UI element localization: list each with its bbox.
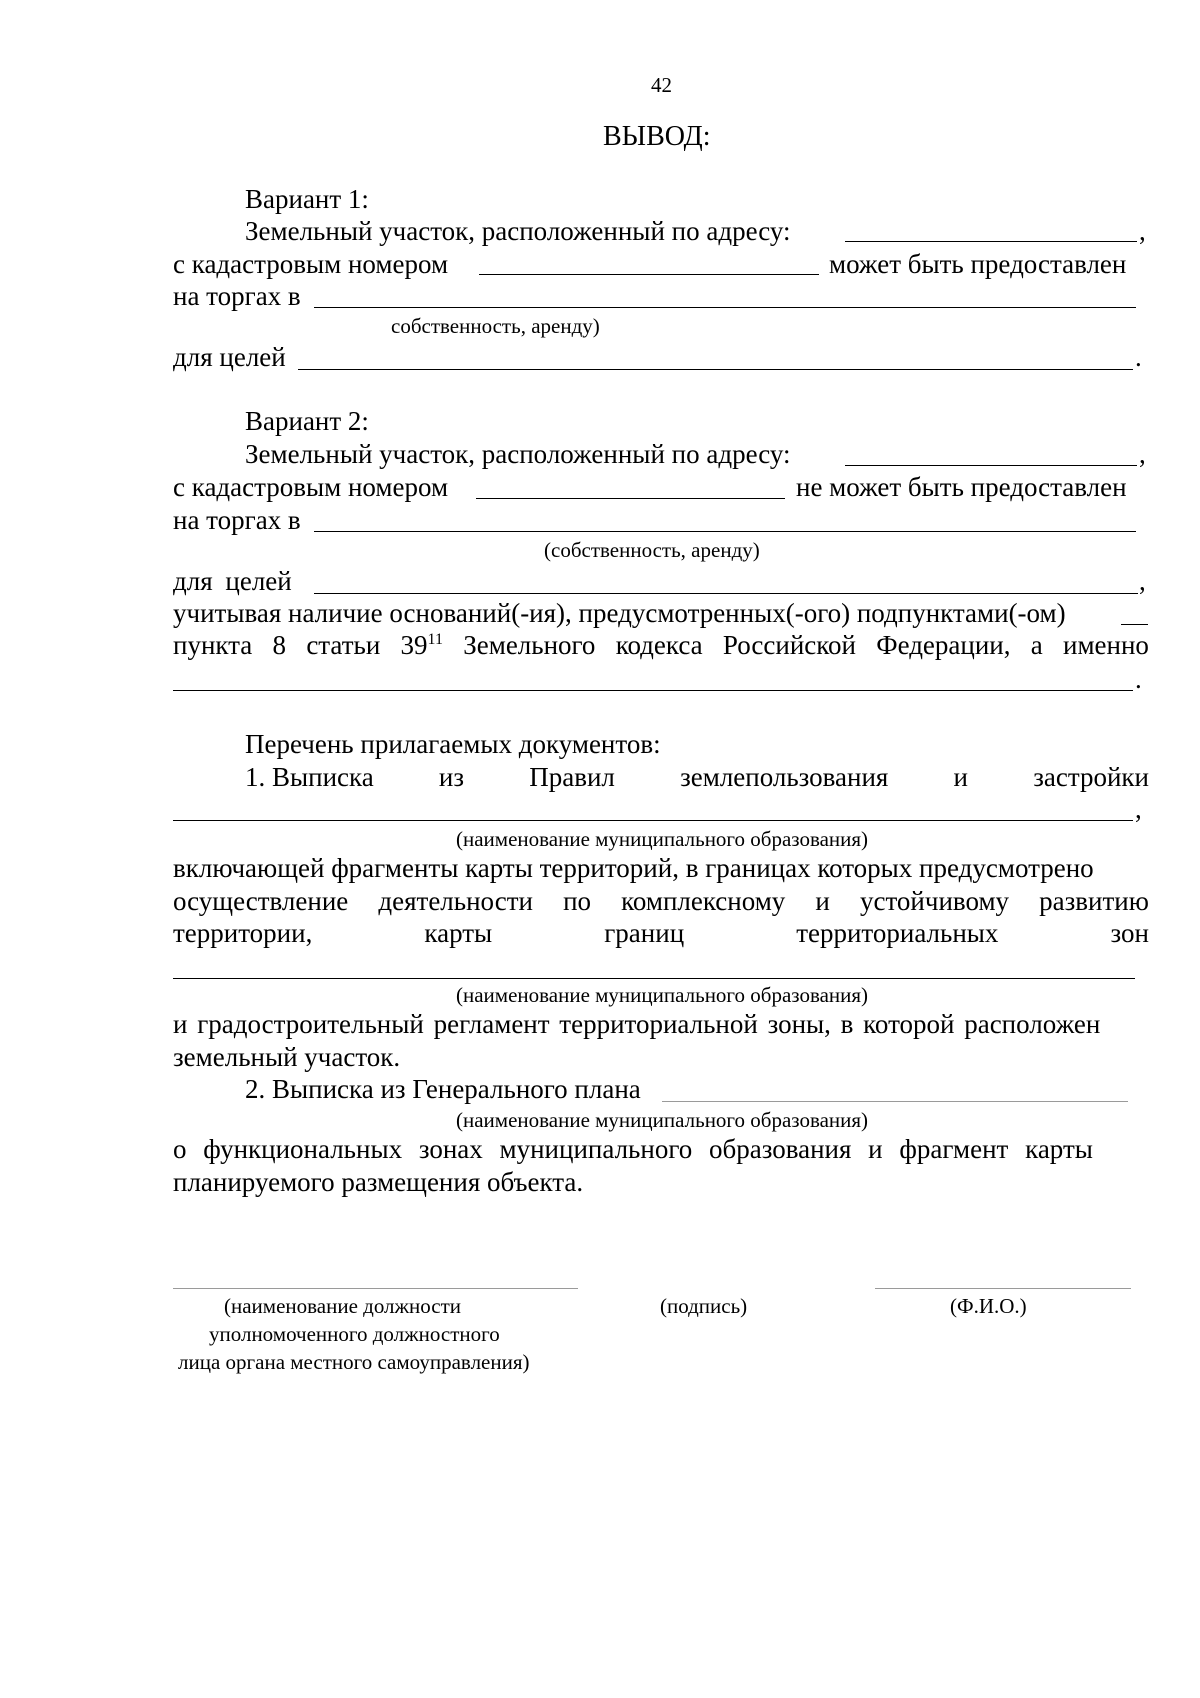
attachment1-line1 — [245, 762, 1149, 792]
attachments-heading: Перечень прилагаемых документов: — [245, 729, 661, 759]
word: а — [1030, 630, 1043, 660]
position-caption-line3: лица органа местного самоуправления) — [178, 1350, 530, 1374]
variant1-auction-field[interactable] — [314, 307, 1136, 308]
variant1-purpose-field[interactable] — [298, 369, 1133, 370]
word: кодекса — [615, 630, 703, 660]
article-number: $39^{11}$ — [400, 630, 443, 660]
variant1-may-text: может быть предоставлен — [829, 249, 1127, 279]
word: комплексному — [621, 886, 786, 916]
word: Федерации, — [876, 630, 1011, 660]
position-caption-line1: (наименование должности — [224, 1294, 462, 1318]
variant2-clause-line — [173, 630, 1149, 660]
variant2-period: . — [1135, 664, 1142, 694]
word: Земельного — [463, 630, 596, 660]
municipality-caption-2: (наименование муниципального образования) — [456, 983, 869, 1007]
attachment1-line3 — [173, 886, 1149, 916]
variant1-heading: Вариант 1: — [245, 184, 369, 214]
variant2-cadastral-label: с кадастровым номером — [173, 472, 449, 502]
variant2-purpose-label: для целей — [173, 566, 292, 596]
word: границ — [604, 918, 685, 948]
variant1-address-field[interactable] — [845, 241, 1137, 242]
name-caption: (Ф.И.О.) — [950, 1294, 1027, 1318]
word: именно — [1063, 630, 1149, 660]
word: деятельности — [378, 886, 533, 916]
attachment1-line4 — [173, 918, 1149, 948]
word: зон — [1110, 918, 1149, 948]
variant1-comma: , — [1139, 216, 1146, 246]
position-signature-line[interactable] — [173, 1288, 578, 1289]
word: из — [438, 762, 465, 792]
variant1-purpose-label: для целей — [173, 342, 286, 372]
word: 8 — [272, 630, 287, 660]
municipality-caption-3: (наименование муниципального образования) — [456, 1108, 869, 1132]
word: 1. Выписка — [245, 762, 374, 792]
variant2-reason-field[interactable] — [173, 690, 1133, 691]
position-caption-line2: уполномоченного должностного — [209, 1322, 500, 1346]
variant2-heading: Вариант 2: — [245, 406, 369, 436]
word: карты — [424, 918, 493, 948]
variant1-cadastral-field[interactable] — [479, 274, 819, 275]
page-title: ВЫВОД: — [603, 121, 711, 152]
attachment2-municipality-field[interactable] — [662, 1101, 1128, 1102]
variant2-auction-field[interactable] — [314, 531, 1136, 532]
attachment2-line3: планируемого размещения объекта. — [173, 1167, 584, 1197]
variant2-comma2: , — [1139, 566, 1146, 596]
attachment1-line5: и градостроительный регламент территориальной зоны, в которой расположен — [173, 1009, 1101, 1039]
word: территории, — [173, 918, 313, 948]
attachment1-comma: , — [1135, 794, 1142, 824]
variant2-purpose-field[interactable] — [314, 593, 1138, 594]
variant2-cadastral-field[interactable] — [476, 498, 785, 499]
variant2-comma: , — [1139, 439, 1146, 469]
variant2-auction-caption: (собственность, аренду) — [544, 538, 760, 562]
variant2-address-label: Земельный участок, расположенный по адресу: — [245, 439, 791, 469]
variant2-address-field[interactable] — [845, 465, 1137, 466]
variant1-cadastral-label: с кадастровым номером — [173, 249, 449, 279]
word: развитию — [1039, 886, 1149, 916]
word: землепользования — [680, 762, 889, 792]
variant1-auction-label: на торгах в — [173, 281, 301, 311]
word: пункта — [173, 630, 253, 660]
word: статьи — [306, 630, 381, 660]
attachment2-line2: о функциональных зонах муниципального образования и фрагмент карты — [173, 1134, 1093, 1164]
variant2-subclause-field[interactable] — [1121, 624, 1148, 625]
attachment1-line6: земельный участок. — [173, 1042, 401, 1072]
name-signature-line[interactable] — [875, 1288, 1131, 1289]
variant2-may-not-text: не может быть предоставлен — [796, 472, 1127, 502]
signature-caption: (подпись) — [660, 1294, 748, 1318]
variant2-auction-label: на торгах в — [173, 505, 301, 535]
variant2-grounds-line: учитывая наличие оснований(-ия), предусмотренных(-ого) подпунктами(-ом) — [173, 598, 1066, 628]
word: и — [815, 886, 830, 916]
attachment1-line2: включающей фрагменты карты территорий, в границах которых предусмотрено — [173, 853, 1094, 883]
municipality-caption-1: (наименование муниципального образования) — [456, 827, 869, 851]
word: устойчивому — [859, 886, 1010, 916]
word: застройки — [1033, 762, 1149, 792]
word: территориальных — [796, 918, 999, 948]
variant1-auction-caption: собственность, аренду) — [391, 314, 600, 338]
variant1-period: . — [1135, 342, 1142, 372]
word: осуществление — [173, 886, 349, 916]
word: и — [953, 762, 968, 792]
attachment1-municipality-field[interactable] — [173, 820, 1133, 821]
attachment2-label: 2. Выписка из Генерального плана — [245, 1074, 641, 1104]
attachment1-municipality-field-2[interactable] — [173, 978, 1135, 979]
word: Российской — [722, 630, 856, 660]
word: Правил — [529, 762, 615, 792]
word: по — [563, 886, 592, 916]
page-number: 42 — [651, 73, 672, 97]
variant1-address-label: Земельный участок, расположенный по адресу: — [245, 216, 791, 246]
